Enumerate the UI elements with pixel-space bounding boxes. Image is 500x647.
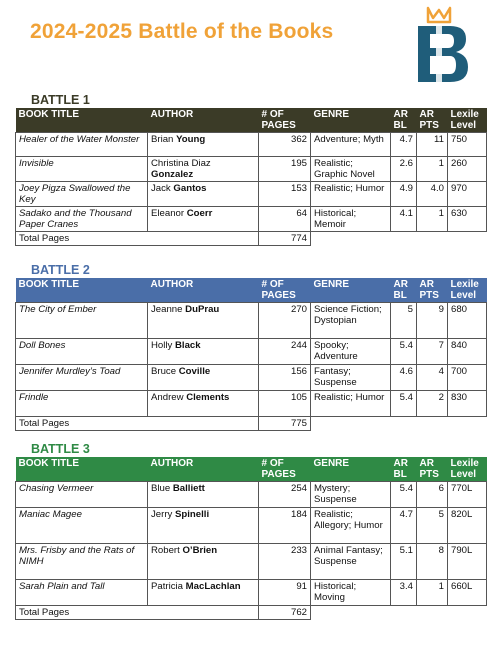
book-pages: 184 (259, 508, 311, 544)
book-ar-bl: 5.4 (391, 391, 417, 417)
table-row (16, 207, 487, 232)
crown-bb-logo-icon (414, 6, 472, 90)
book-genre: Realistic; Allegory; Humor (311, 508, 391, 544)
page-title: 2024-2025 Battle of the Books (30, 20, 334, 43)
table-row (16, 508, 487, 544)
book-genre: Adventure; Myth (311, 133, 391, 157)
book-ar-pts: 7 (417, 339, 448, 365)
total-label: Total Pages (16, 232, 259, 246)
table-row (16, 580, 487, 606)
header-book-title: BOOK TITLE (16, 108, 148, 133)
book-pages: 270 (259, 303, 311, 339)
book-pages: 153 (259, 182, 311, 207)
book-lexile: 790L (448, 544, 487, 580)
book-author: Jack Gantos (148, 182, 259, 207)
book-lexile: 680 (448, 303, 487, 339)
table-header-row (16, 108, 487, 133)
book-ar-bl: 4.7 (391, 133, 417, 157)
total-pages: 762 (259, 606, 311, 620)
battle-1-table (15, 108, 487, 246)
book-author: Brian Young (148, 133, 259, 157)
table-row (16, 182, 487, 207)
table-row (16, 544, 487, 580)
total-label: Total Pages (16, 417, 259, 431)
total-pages: 774 (259, 232, 311, 246)
table-row (16, 365, 487, 391)
total-row (16, 232, 487, 246)
header-ar-pts: AR PTS (417, 457, 448, 482)
header-lexile: Lexile Level (448, 278, 487, 303)
book-ar-pts: 9 (417, 303, 448, 339)
header-ar-pts: AR PTS (417, 108, 448, 133)
book-title: Sadako and the Thousand Paper Cranes (16, 207, 148, 232)
book-ar-pts: 1 (417, 157, 448, 182)
book-author: Blue Balliett (148, 482, 259, 508)
book-author: Holly Black (148, 339, 259, 365)
book-genre: Mystery; Suspense (311, 482, 391, 508)
table-header-row (16, 278, 487, 303)
book-lexile: 970 (448, 182, 487, 207)
total-pages: 775 (259, 417, 311, 431)
book-ar-pts: 8 (417, 544, 448, 580)
table-row (16, 133, 487, 157)
book-pages: 91 (259, 580, 311, 606)
book-lexile: 770L (448, 482, 487, 508)
book-lexile: 260 (448, 157, 487, 182)
book-genre: Realistic; Humor (311, 182, 391, 207)
book-ar-bl: 2.6 (391, 157, 417, 182)
book-genre: Realistic; Humor (311, 391, 391, 417)
battle-2-section (15, 262, 486, 431)
header-pages: # OF PAGES (259, 457, 311, 482)
book-pages: 64 (259, 207, 311, 232)
book-ar-bl: 4.7 (391, 508, 417, 544)
book-genre: Spooky; Adventure (311, 339, 391, 365)
book-title: Sarah Plain and Tall (16, 580, 148, 606)
header-book-title: BOOK TITLE (16, 457, 148, 482)
header-pages: # OF PAGES (259, 278, 311, 303)
book-lexile: 840 (448, 339, 487, 365)
book-ar-bl: 5.1 (391, 544, 417, 580)
book-pages: 105 (259, 391, 311, 417)
book-ar-pts: 4 (417, 365, 448, 391)
header-author: AUTHOR (148, 108, 259, 133)
header-ar-pts: AR PTS (417, 278, 448, 303)
book-pages: 195 (259, 157, 311, 182)
book-ar-bl: 4.6 (391, 365, 417, 391)
table-row (16, 391, 487, 417)
book-ar-bl: 5 (391, 303, 417, 339)
header-genre: GENRE (311, 278, 391, 303)
book-ar-pts: 1 (417, 207, 448, 232)
book-genre: Historical; Moving (311, 580, 391, 606)
book-lexile: 660L (448, 580, 487, 606)
table-row (16, 482, 487, 508)
header-lexile: Lexile Level (448, 108, 487, 133)
book-genre: Fantasy; Suspense (311, 365, 391, 391)
book-lexile: 830 (448, 391, 487, 417)
book-pages: 233 (259, 544, 311, 580)
book-lexile: 630 (448, 207, 487, 232)
book-genre: Historical; Memoir (311, 207, 391, 232)
book-title: Frindle (16, 391, 148, 417)
book-ar-pts: 11 (417, 133, 448, 157)
book-ar-pts: 1 (417, 580, 448, 606)
book-pages: 362 (259, 133, 311, 157)
battle-name: BATTLE 3 (31, 442, 90, 456)
header-author: AUTHOR (148, 278, 259, 303)
book-author: Andrew Clements (148, 391, 259, 417)
book-author: Patricia MacLachlan (148, 580, 259, 606)
table-row (16, 303, 487, 339)
book-ar-bl: 4.9 (391, 182, 417, 207)
book-title: Jennifer Murdley’s Toad (16, 365, 148, 391)
book-title: Invisible (16, 157, 148, 182)
book-title: The City of Ember (16, 303, 148, 339)
book-author: Jeanne DuPrau (148, 303, 259, 339)
book-author: Robert O’Brien (148, 544, 259, 580)
book-title: Maniac Magee (16, 508, 148, 544)
book-ar-pts: 5 (417, 508, 448, 544)
battle-3-table (15, 457, 487, 620)
battle-3-section (15, 441, 486, 620)
book-pages: 244 (259, 339, 311, 365)
book-ar-pts: 2 (417, 391, 448, 417)
table-row (16, 339, 487, 365)
book-author: Eleanor Coerr (148, 207, 259, 232)
book-author: Jerry Spinelli (148, 508, 259, 544)
total-label: Total Pages (16, 606, 259, 620)
battle-name: BATTLE 1 (31, 93, 90, 107)
header-lexile: Lexile Level (448, 457, 487, 482)
battle-1-section (15, 92, 486, 246)
book-genre: Science Fiction; Dystopian (311, 303, 391, 339)
header-genre: GENRE (311, 457, 391, 482)
book-pages: 156 (259, 365, 311, 391)
total-row (16, 417, 487, 431)
book-pages: 254 (259, 482, 311, 508)
book-title: Mrs. Frisby and the Rats of NIMH (16, 544, 148, 580)
table-row (16, 157, 487, 182)
battle-name: BATTLE 2 (31, 263, 90, 277)
book-title: Joey Pigza Swallowed the Key (16, 182, 148, 207)
book-genre: Animal Fantasy; Suspense (311, 544, 391, 580)
book-ar-bl: 4.1 (391, 207, 417, 232)
table-header-row (16, 457, 487, 482)
book-author: Bruce Coville (148, 365, 259, 391)
header-book-title: BOOK TITLE (16, 278, 148, 303)
book-ar-bl: 3.4 (391, 580, 417, 606)
book-ar-bl: 5.4 (391, 339, 417, 365)
header-genre: GENRE (311, 108, 391, 133)
book-ar-bl: 5.4 (391, 482, 417, 508)
book-lexile: 750 (448, 133, 487, 157)
battle-2-table (15, 278, 487, 431)
book-author: Christina Diaz Gonzalez (148, 157, 259, 182)
total-row (16, 606, 487, 620)
header-author: AUTHOR (148, 457, 259, 482)
book-title: Chasing Vermeer (16, 482, 148, 508)
book-lexile: 700 (448, 365, 487, 391)
header-ar-bl: AR BL (391, 278, 417, 303)
book-ar-pts: 6 (417, 482, 448, 508)
book-lexile: 820L (448, 508, 487, 544)
book-ar-pts: 4.0 (417, 182, 448, 207)
header-ar-bl: AR BL (391, 108, 417, 133)
book-genre: Realistic; Graphic Novel (311, 157, 391, 182)
header-pages: # OF PAGES (259, 108, 311, 133)
book-title: Healer of the Water Monster (16, 133, 148, 157)
book-title: Doll Bones (16, 339, 148, 365)
header-ar-bl: AR BL (391, 457, 417, 482)
